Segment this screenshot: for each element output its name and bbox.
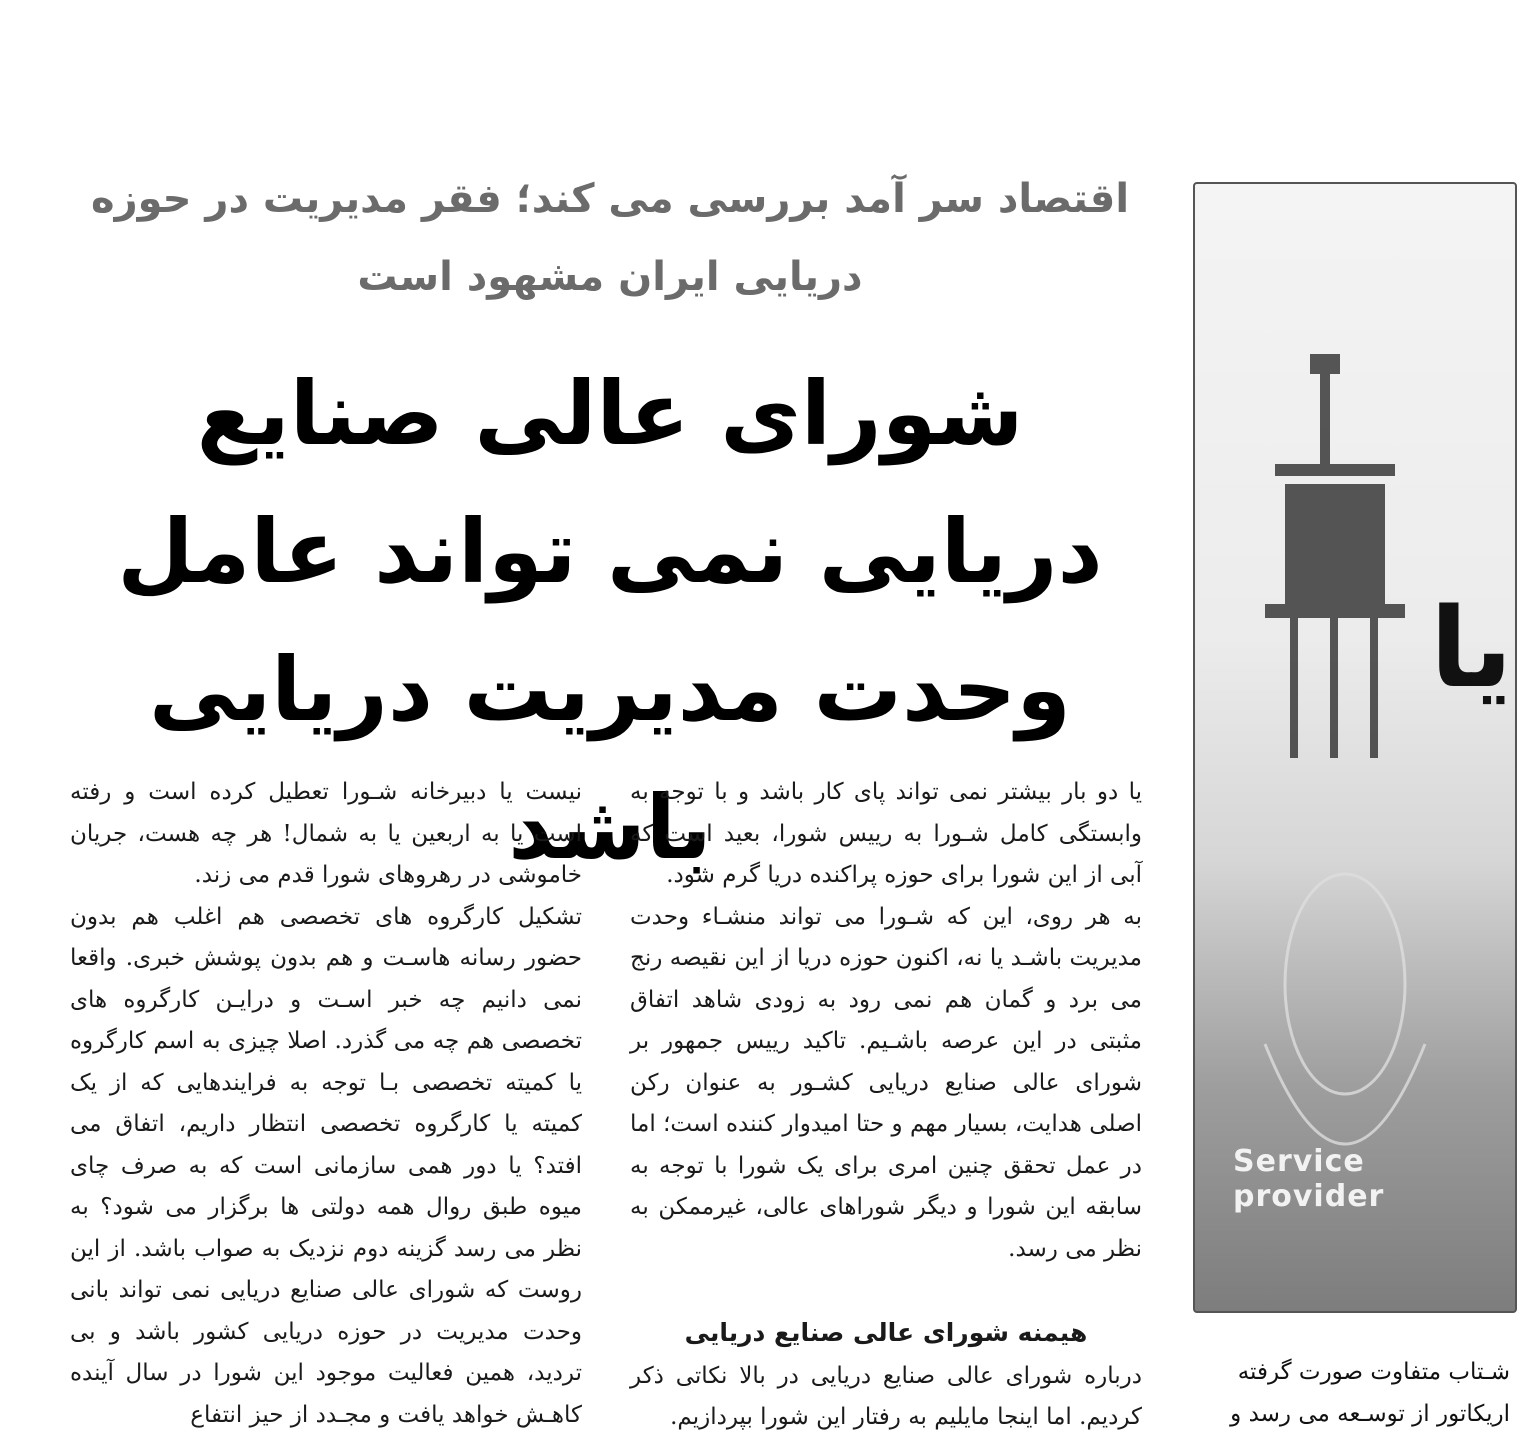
photo-overlay-text: یا — [1430, 584, 1513, 712]
article-kicker: اقتصاد سر آمد بررسی می کند؛ فقر مدیریت در حوزه دریایی ایران مشهود است — [90, 176, 1130, 300]
offshore-platform-photo — [1193, 182, 1517, 1313]
paragraph: نیست یا دبیرخانه شـورا تعطیل کرده است و رفته است یا به اربعین یا به شمال! هر چه هست، جریان خاموشی در رهروهای شورا قدم می زند. — [70, 779, 582, 888]
paragraph: به هر روی، این که شـورا می تواند منشـاء وحدت مدیریت باشـد یا نه، اکنون حوزه دریا از این نقیصه رنج می برد و گمان هم نمی رود به زودی شاهد اتفاق مثبتی در این عرصه باشـیم. تاکید رییس جمهور بر شورای عالی صنایع دریایی کشـور به عنوان رکن اصلی هدایت، بسیار مهم و حتا امیدوار کننده است؛ اما در عمل تحقق چنین امری برای یک شورا با توجه به سابقه این شورا و دیگر شوراهای عالی، غیرممکن به نظر می رسد. — [630, 903, 1142, 1262]
platform-illustration — [1195, 184, 1515, 1311]
adjacent-line: اریکاتور از توسـعه می رسد و — [1230, 1400, 1510, 1427]
article-headline: شورای عالی صنایع دریایی نمی تواند عامل وحدت مدیریت دریایی باشد — [117, 362, 1103, 879]
adjacent-article-column — [1190, 1352, 1510, 1435]
paragraph: درباره شورای عالی صنایع دریایی در بالا نکاتی ذکر کردیم. اما اینجا مایلیم به رفتار این شورا بپردازیم. — [630, 1362, 1142, 1430]
adjacent-line: شـتاب متفاوت صورت گرفته — [1237, 1359, 1510, 1385]
paragraph: یا دو بار بیشتر نمی تواند پای کار باشد و با توجه به وابستگی کامل شـورا به رییس شورا، بعید است که آبی از این شورا برای حوزه پراکنده دریا گرم شود. — [630, 779, 1142, 888]
paragraph: تشکیل کارگروه های تخصصی هم اغلب هم بدون حضور رسانه هاسـت و هم بدون پوشش خبری. واقعا نمی دانیم چه خبر اسـت و درایـن کارگروه های تخصصی هم چه می گذرد. اصلا چیزی به اسم کارگروه یا کمیته تخصصی بـا توجه به فرایندهایی که از یک کمیته یا کارگروه تخصصی انتظار داریم، اتفاق می افتد؟ یا دور همی سازمانی است که به صرف چای میوه طبق روال همه دولتی ها برگزار می شود؟ به نظر می رسد گزینه دوم نزدیک به صواب باشد. از این روست که شورای عالی صنایع دریایی نمی تواند بانی وحدت مدیریت در حوزه دریایی کشور باشد و بی تردید، همین فعالیت موجود این شورا در سال آینده کاهـش خواهد یافت و مجـدد از حیز انتفاع — [70, 903, 582, 1428]
article-column-left — [70, 772, 582, 1436]
section-subheading: هیمنه شورای عالی صنایع دریایی — [684, 1318, 1088, 1347]
article-column-right — [630, 772, 1142, 1439]
photo-caption: Service provider — [1233, 1144, 1385, 1214]
